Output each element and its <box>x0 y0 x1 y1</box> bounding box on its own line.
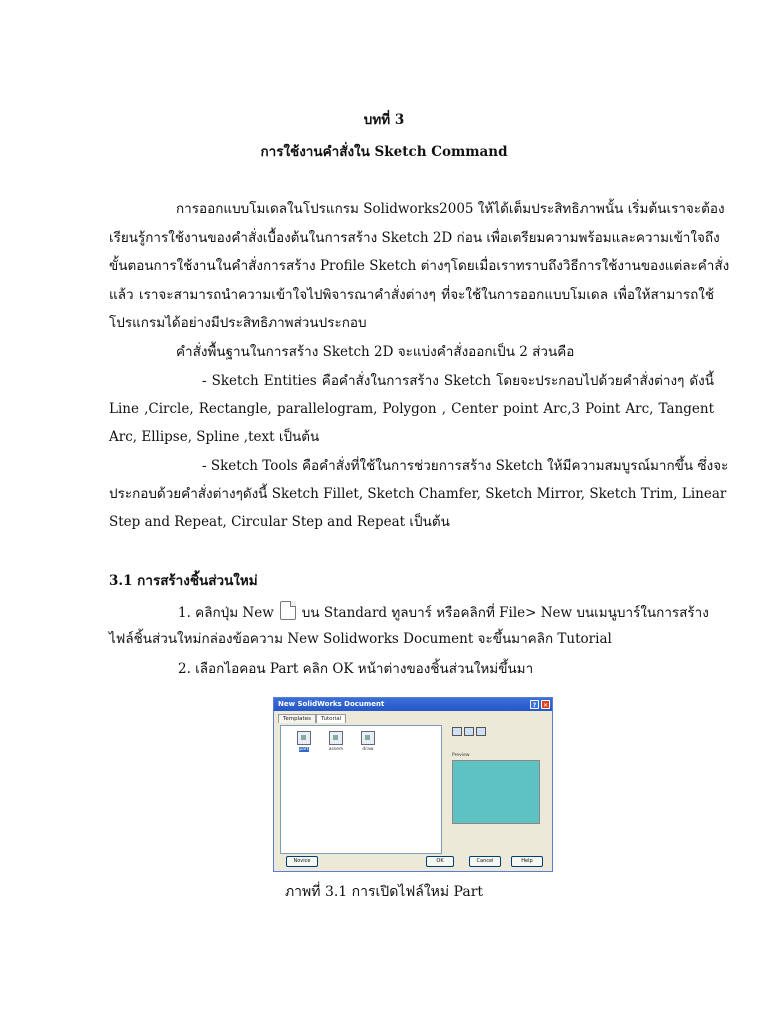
bullet-line: Step and Repeat, Circular Step and Repeat เป็นต้น <box>109 514 450 530</box>
paragraph-line: แล้ว เราจะสามารถนำความเข้าใจไปพิจารณาคำสั่งต่างๆ ที่จะใช้ในการออกแบบโมเดล เพื่อให้สามารถใช้ <box>109 287 714 303</box>
tab-templates[interactable]: Templates <box>278 714 316 723</box>
section-heading: 3.1 การสร้างชิ้นส่วนใหม่ <box>109 573 258 589</box>
preview-pane <box>452 760 540 824</box>
step1-rest: บน Standard ทูลบาร์ หรือคลิกที่ File> New บนเมนูบาร์ในการสร้าง <box>301 605 709 621</box>
help-button[interactable]: Help <box>511 856 543 867</box>
paragraph-line: เรียนรู้การใช้งานของคำสั่งเบื้องต้นในการสร้าง Sketch 2D ก่อน เพื่อเตรียมความพร้อมและความเข้าใจถึง <box>109 230 720 246</box>
part-icon <box>297 731 311 745</box>
details-view-icon[interactable] <box>476 727 486 736</box>
figure-caption: ภาพที่ 3.1 การเปิดไฟล์ใหม่ Part <box>284 884 484 900</box>
part-template-item[interactable]: part <box>291 731 317 752</box>
step-line <box>178 601 714 622</box>
bullet-line: Line ,Circle, Rectangle, parallelogram, Polygon , Center point Arc,3 Point Arc, Tangent <box>109 401 714 417</box>
cancel-button[interactable]: Cancel <box>469 856 501 867</box>
paragraph-line: ขั้นตอนการใช้งานในคำสั่งการสร้าง Profile Sketch ต่างๆโดยเมื่อเราทราบถึงวิธีการใช้งานของแต่ละคำสั่ง <box>109 258 730 274</box>
template-list <box>280 725 442 854</box>
ok-button[interactable]: OK <box>426 856 454 867</box>
novice-button[interactable]: Novice <box>286 856 318 867</box>
paragraph-line: โปรแกรมได้อย่างมีประสิทธิภาพส่วนประกอบ <box>109 315 367 331</box>
dialog-title: New SolidWorks Document <box>278 700 385 708</box>
large-icons-view-icon[interactable] <box>452 727 462 736</box>
chapter-title: การใช้งานคำสั่งใน Sketch Command <box>260 144 508 160</box>
paragraph-line: คำสั่งพื้นฐานในการสร้าง Sketch 2D จะแบ่งคำสั่งออกเป็น 2 ส่วนคือ <box>176 344 575 360</box>
tab-tutorial[interactable]: Tutorial <box>316 714 346 723</box>
bullet-line: - Sketch Entities คือคำสั่งในการสร้าง Sketch โดยจะประกอบไปด้วยคำสั่งต่างๆ ดังนี้ <box>202 373 714 389</box>
drawing-template-item[interactable]: draw <box>355 731 381 752</box>
step-line: ไฟล์ชิ้นส่วนใหม่กล่องข้อความ New Solidworks Document จะขึ้นมาคลิก Tutorial <box>109 631 612 647</box>
new-document-icon <box>280 601 296 620</box>
bullet-line: - Sketch Tools คือคำสั่งที่ใช้ในการช่วยการสร้าง Sketch ให้มีความสมบูรณ์มากขึ้น ซึ่งจะ <box>202 458 729 474</box>
assembly-icon <box>329 731 343 745</box>
assembly-template-item[interactable]: assem <box>323 731 349 752</box>
chapter-number: บทที่ 3 <box>363 112 405 128</box>
paragraph-line: การออกแบบโมเดลในโปรแกรม Solidworks2005 ให้ได้เต็มประสิทธิภาพนั้น เริ่มต้นเราจะต้อง <box>176 201 725 217</box>
new-document-dialog-screenshot <box>273 697 553 872</box>
step-line: 2. เลือกไอคอน Part คลิก OK หน้าต่างของชิ้นส่วนใหม่ขึ้นมา <box>178 661 534 677</box>
close-icon[interactable]: ✕ <box>542 702 549 709</box>
drawing-icon <box>361 731 375 745</box>
list-view-icon[interactable] <box>464 727 474 736</box>
step1-start: 1. คลิกปุ่ม New <box>178 605 274 621</box>
help-icon[interactable]: ? <box>530 700 539 709</box>
dialog-title-bar <box>274 698 552 711</box>
bullet-line: ประกอบด้วยคำสั่งต่างๆดังนี้ Sketch Fillet, Sketch Chamfer, Sketch Mirror, Sketch Trim, Linear <box>109 486 727 502</box>
preview-label: Preview <box>452 753 470 758</box>
bullet-line: Arc, Ellipse, Spline ,text เป็นต้น <box>109 429 320 445</box>
